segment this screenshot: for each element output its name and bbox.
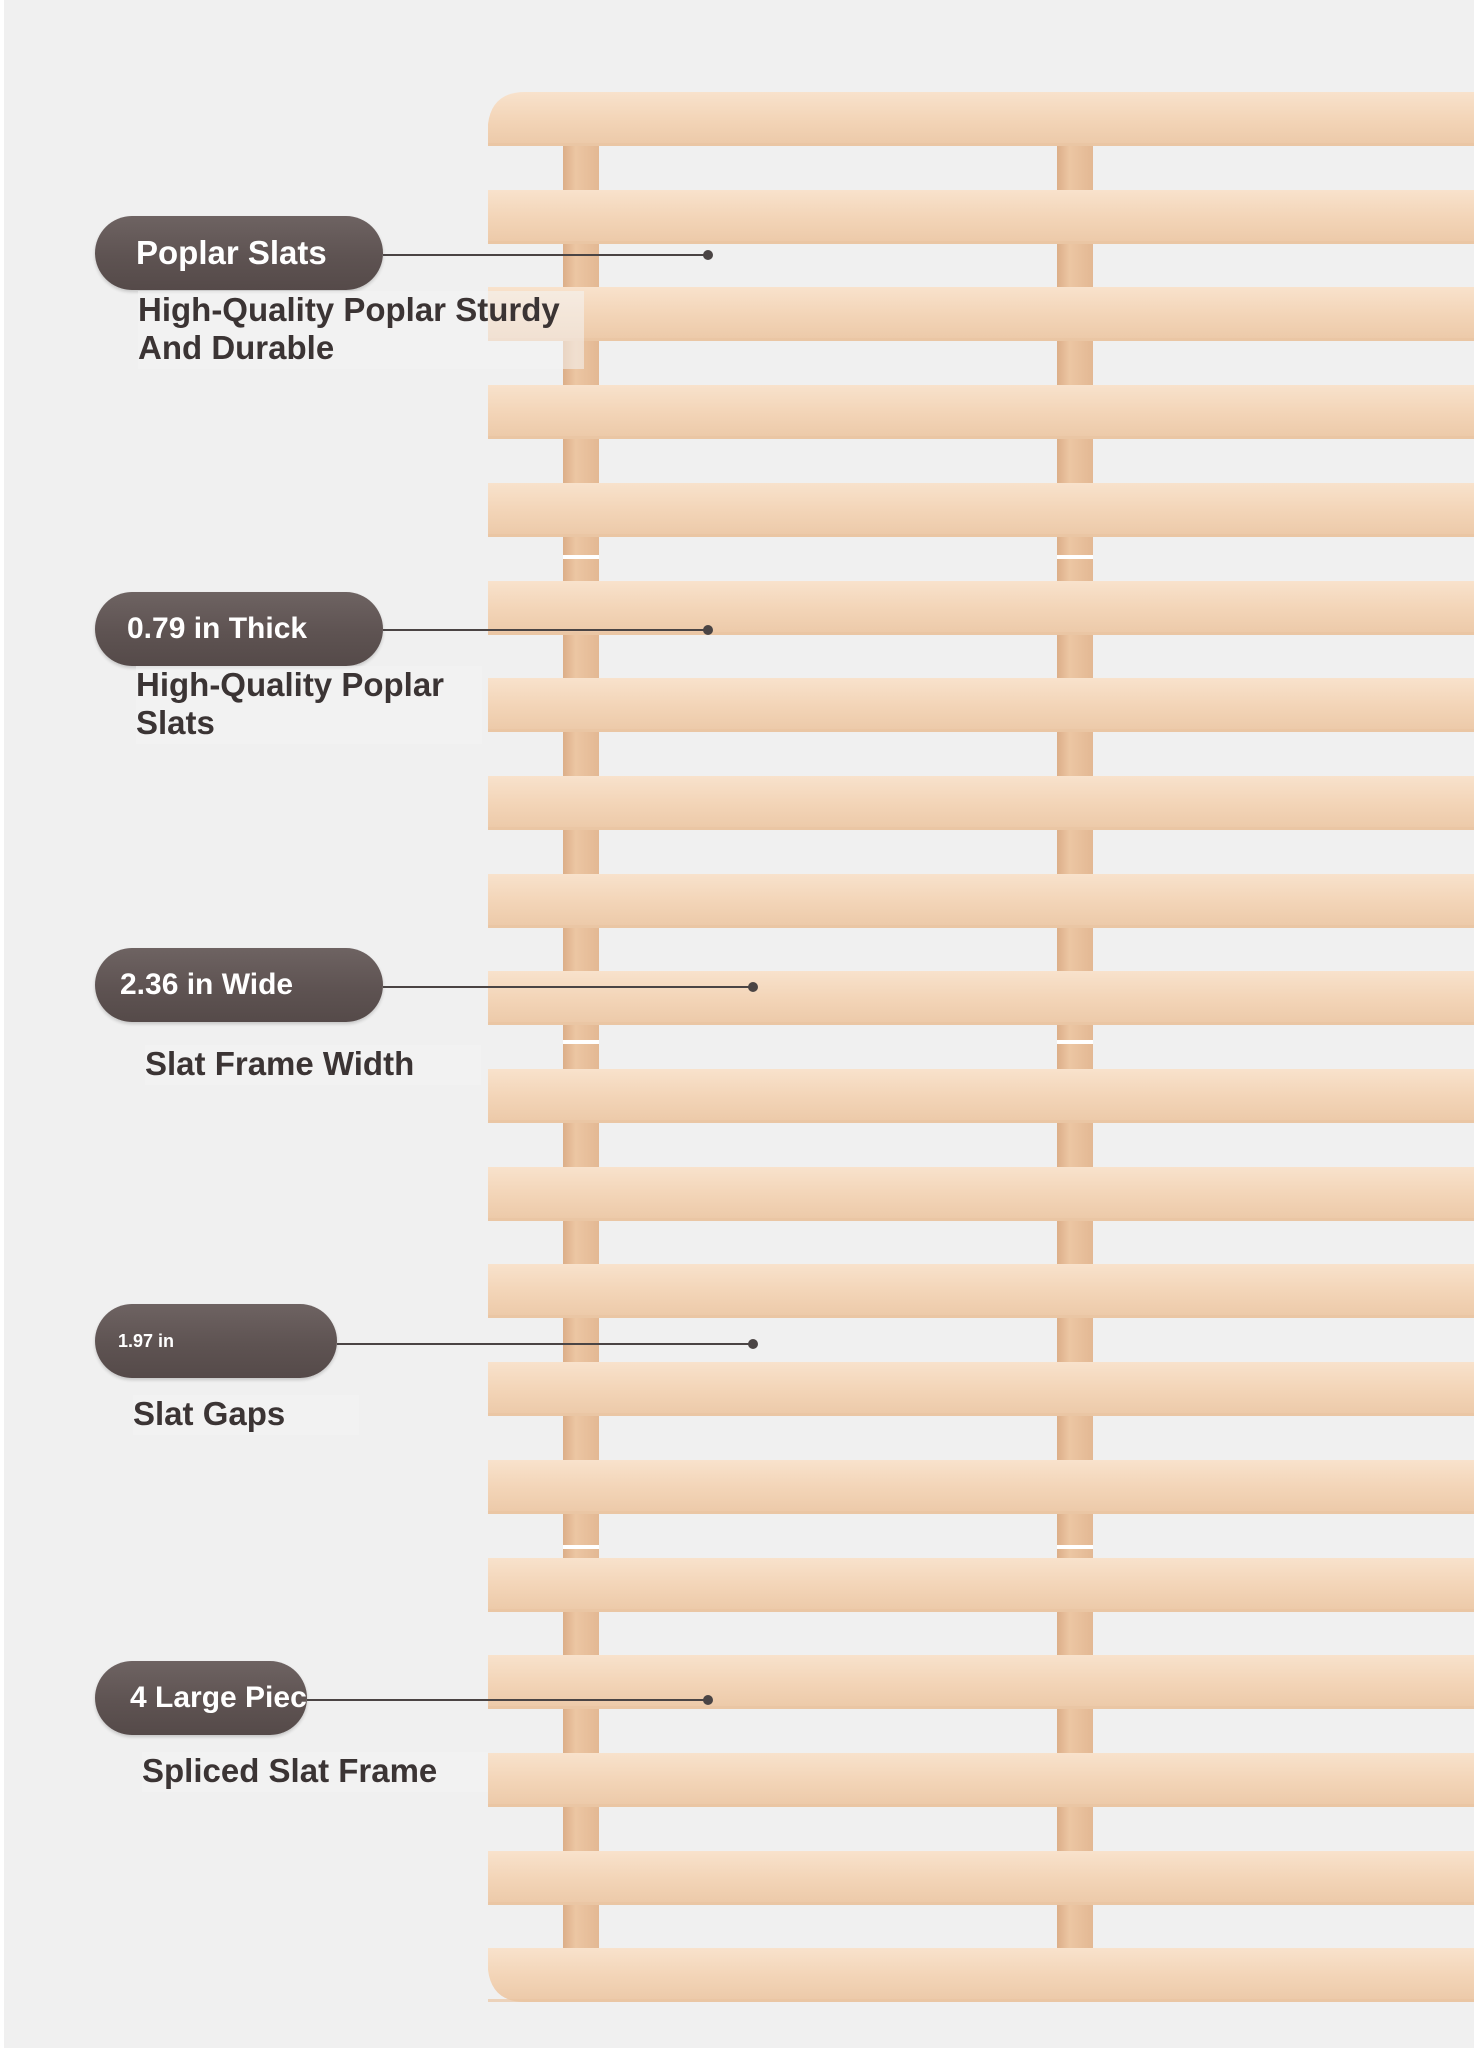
callout-label: 2.36 in Wide xyxy=(120,968,294,1001)
slat xyxy=(488,1558,1474,1612)
slat xyxy=(488,1460,1474,1514)
slat xyxy=(488,1167,1474,1221)
slat xyxy=(488,1069,1474,1123)
leader-line xyxy=(337,1343,753,1345)
callout-pill-pieces xyxy=(95,1661,307,1735)
slat xyxy=(488,1948,1474,2002)
callout-label: 1.97 in xyxy=(118,1330,175,1351)
callout-label: 0.79 in Thick xyxy=(127,612,308,645)
slat xyxy=(488,1362,1474,1416)
callout-pill-width xyxy=(95,948,383,1022)
slat xyxy=(488,287,1474,341)
leader-dot xyxy=(748,982,758,992)
rail-joint xyxy=(563,1040,599,1044)
callout-pill-thickness xyxy=(95,592,383,666)
callout-description: Spliced Slat Frame xyxy=(142,1752,488,1792)
slats xyxy=(488,92,1474,2002)
rail-joint xyxy=(563,1545,599,1549)
slat xyxy=(488,581,1474,635)
rail-joint xyxy=(1057,555,1093,559)
leader-line xyxy=(383,254,708,256)
callout-description: Slat Frame Width xyxy=(145,1045,481,1085)
callout-pill-poplar-slats xyxy=(95,216,383,290)
slat xyxy=(488,1753,1474,1807)
leader-dot xyxy=(703,625,713,635)
leader-dot xyxy=(703,1695,713,1705)
leader-dot xyxy=(748,1339,758,1349)
slat xyxy=(488,874,1474,928)
callout-pill-gaps xyxy=(95,1304,337,1378)
slat xyxy=(488,776,1474,830)
leader-line xyxy=(307,1699,708,1701)
callout-label: Poplar Slats xyxy=(136,234,327,271)
leader-line xyxy=(383,629,708,631)
leader-line xyxy=(383,986,753,988)
callout-description: High-Quality Poplar Slats xyxy=(136,666,482,744)
slat xyxy=(488,1264,1474,1318)
slat xyxy=(488,971,1474,1025)
callout-label: 4 Large Piec xyxy=(130,1681,307,1714)
slat xyxy=(488,190,1474,244)
rail-joint xyxy=(563,555,599,559)
callout-description: High-Quality Poplar Sturdy And Durable xyxy=(138,291,584,369)
slat xyxy=(488,678,1474,732)
slat xyxy=(488,385,1474,439)
rail-joint xyxy=(1057,1040,1093,1044)
slat xyxy=(488,1851,1474,1905)
slat xyxy=(488,92,1474,146)
callout-description: Slat Gaps xyxy=(133,1395,359,1435)
rail-joint xyxy=(1057,1545,1093,1549)
leader-dot xyxy=(703,250,713,260)
slat xyxy=(488,483,1474,537)
